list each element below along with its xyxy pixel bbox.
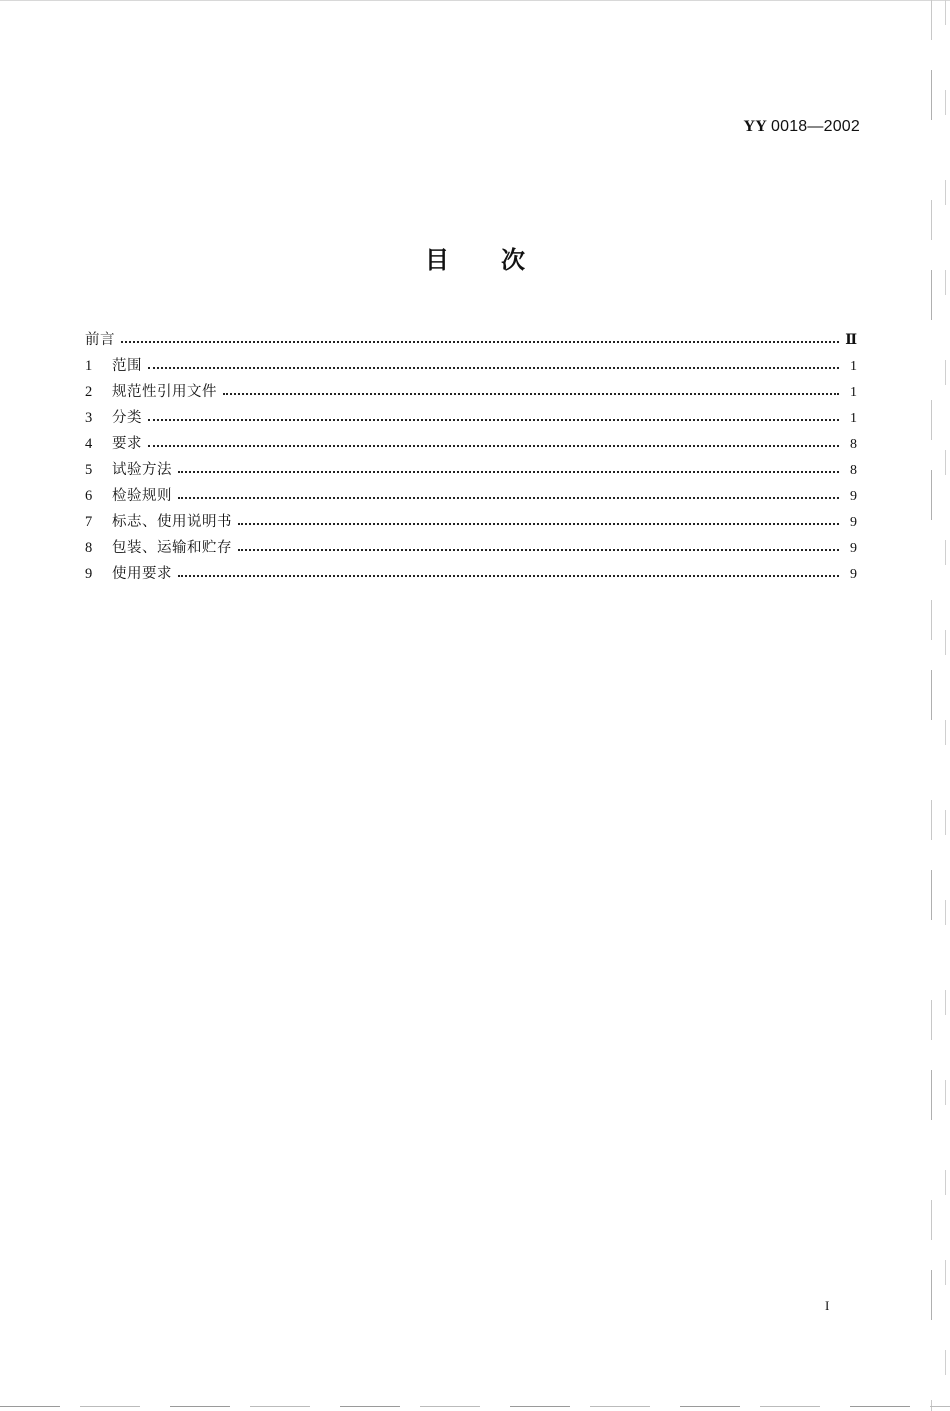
toc-entry-page: 9 <box>850 489 857 504</box>
toc-entry-label: 分类 <box>112 410 142 426</box>
toc-entry-3[interactable] <box>85 406 857 432</box>
toc-leader <box>238 549 839 551</box>
toc-leader <box>178 471 839 473</box>
scan-edge-bottom <box>0 1406 950 1407</box>
toc-entry-page: 1 <box>850 385 857 400</box>
toc-entry-8[interactable] <box>85 536 857 562</box>
toc-leader <box>121 341 839 343</box>
toc-leader <box>178 575 839 577</box>
toc-entry-page: 8 <box>850 437 857 452</box>
toc-leader <box>178 497 839 499</box>
toc-entry-number: 7 <box>85 514 93 530</box>
toc-leader <box>148 445 839 447</box>
page-number: I <box>825 1298 830 1313</box>
toc-entry-7[interactable] <box>85 510 857 536</box>
toc-entry-page: 8 <box>850 463 857 478</box>
table-of-contents <box>85 328 857 588</box>
toc-entry-6[interactable] <box>85 484 857 510</box>
toc-entry-page: 9 <box>850 567 857 582</box>
toc-entry-label: 使用要求 <box>112 566 172 582</box>
toc-entry-page: 1 <box>850 359 857 374</box>
toc-entry-page: 1 <box>850 411 857 426</box>
toc-entry-1[interactable] <box>85 354 857 380</box>
toc-entry-2[interactable] <box>85 380 857 406</box>
scan-edge-top <box>0 0 950 1</box>
toc-entry-label: 试验方法 <box>112 462 172 478</box>
toc-leader <box>238 523 839 525</box>
standard-code <box>743 118 860 136</box>
toc-entry-4[interactable] <box>85 432 857 458</box>
toc-entry-number: 5 <box>85 462 93 478</box>
toc-entry-number: 1 <box>85 358 93 374</box>
page-title: 目次 <box>425 246 577 274</box>
toc-entry-label: 标志、使用说明书 <box>112 514 232 530</box>
toc-entry-label: 范围 <box>112 358 142 374</box>
toc-entry-page: 9 <box>850 515 857 530</box>
scan-edge-right <box>931 0 932 1411</box>
toc-entry-number: 4 <box>85 436 93 452</box>
toc-entry-label: 包装、运输和贮存 <box>112 540 232 556</box>
scan-edge-right-outer <box>945 0 946 1411</box>
toc-entry-label: 规范性引用文件 <box>112 384 217 400</box>
toc-entry-label: 要求 <box>112 436 142 452</box>
toc-entry-5[interactable] <box>85 458 857 484</box>
standard-code-prefix: YY <box>743 118 767 135</box>
toc-leader <box>148 419 839 421</box>
toc-entry-foreword[interactable] <box>85 328 857 354</box>
toc-entry-number: 3 <box>85 410 93 426</box>
toc-entry-number: 8 <box>85 540 93 556</box>
toc-entry-page: Ⅱ <box>845 333 857 348</box>
toc-leader <box>148 367 839 369</box>
toc-entry-label: 前言 <box>85 332 115 348</box>
toc-leader <box>223 393 839 395</box>
toc-entry-page: 9 <box>850 541 857 556</box>
toc-entry-label: 检验规则 <box>112 488 172 504</box>
toc-entry-number: 6 <box>85 488 93 504</box>
standard-code-number: 0018—2002 <box>771 118 860 135</box>
toc-entry-9[interactable] <box>85 562 857 588</box>
toc-entry-number: 9 <box>85 566 93 582</box>
toc-entry-number: 2 <box>85 384 93 400</box>
